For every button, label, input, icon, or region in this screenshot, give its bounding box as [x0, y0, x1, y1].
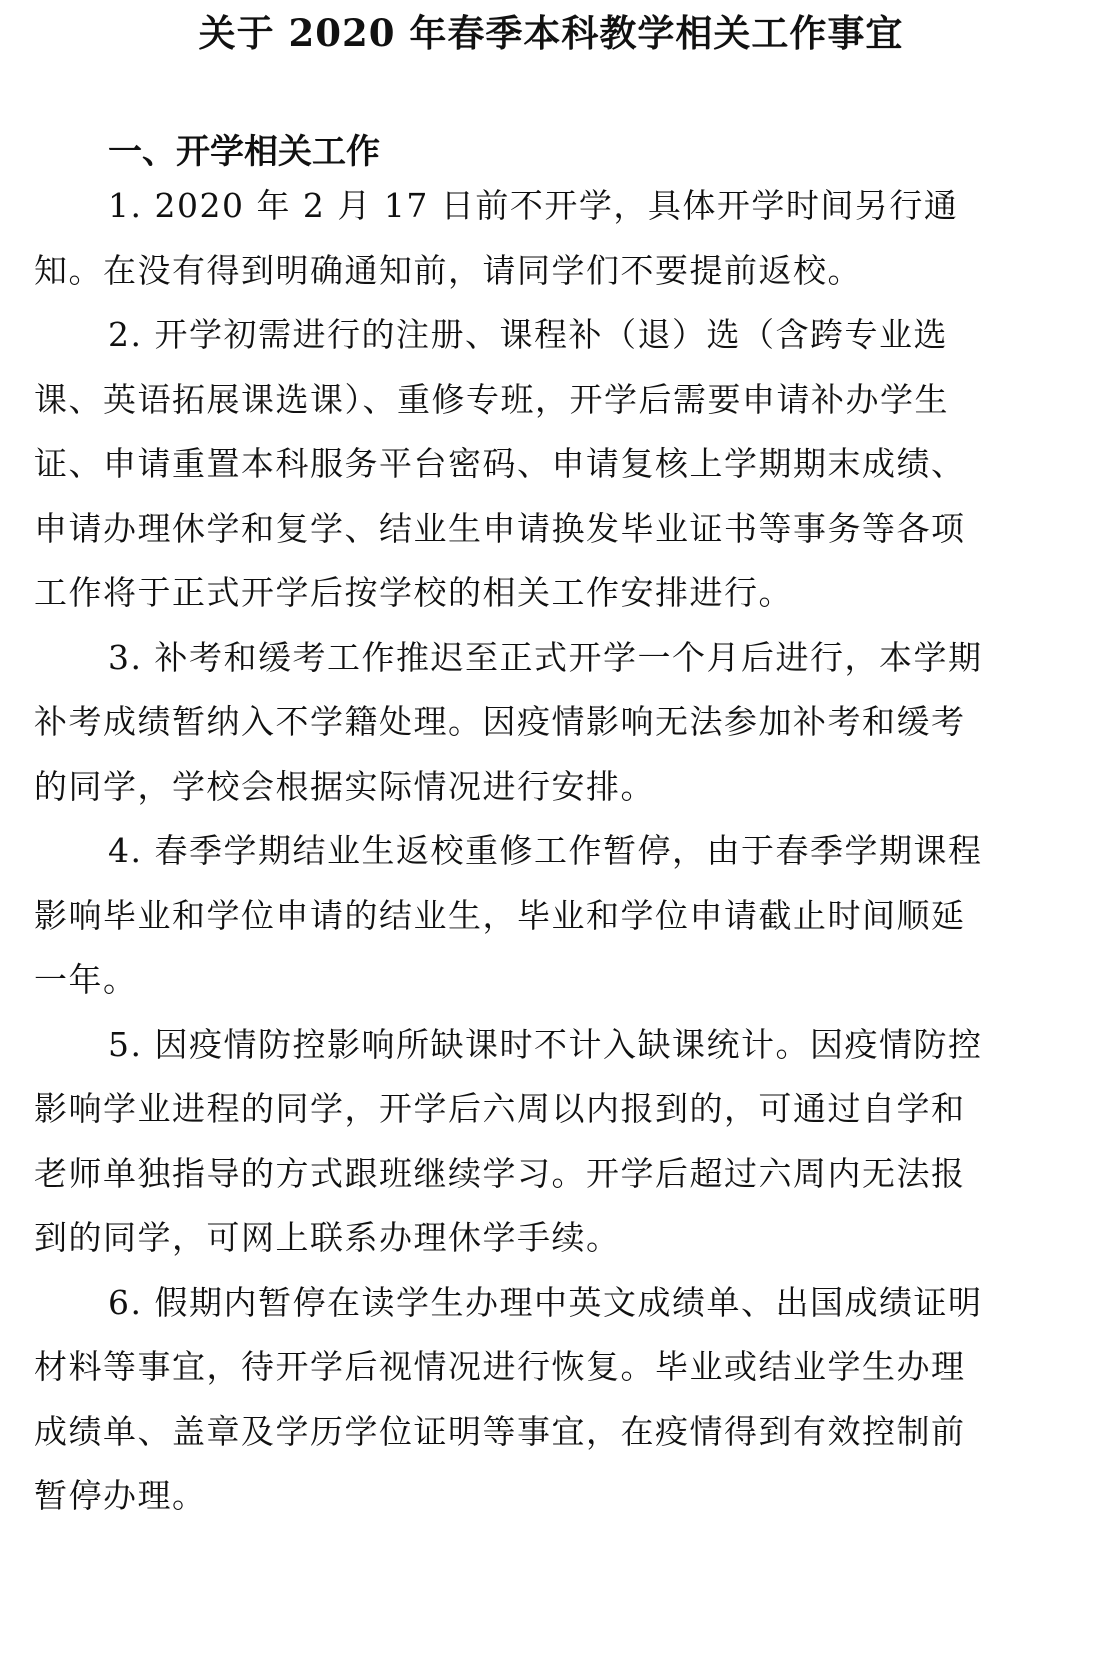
- paragraph-line: 4. 春季学期结业生返校重修工作暂停，由于春季学期: [108, 831, 914, 870]
- paragraph-line: 学期补考成绩暂纳入不学籍处理。因疫情影响无法参加补: [34, 637, 983, 741]
- document-body: [34, 174, 994, 1529]
- paragraph-1: [34, 174, 994, 303]
- paragraph-line: 等事务等各项工作将于正式开学后按学校的相关工作安排: [34, 508, 966, 612]
- paragraph-line: 学生办理成绩单、盖章及学历学位证明等事宜，在疫情得: [34, 1347, 966, 1451]
- paragraph-line: 6. 假期内暂停在读学生办理中英文成绩单、出国成绩: [108, 1282, 914, 1322]
- paragraph-line: 在没有得到明确通知前，请同学们不要提前返校。: [103, 250, 862, 290]
- paragraph-line: 课程影响毕业和学位申请的结业生，毕业和学位申请截止: [34, 831, 983, 935]
- paragraph-line: 2. 开学初需进行的注册、课程补（退）选（含跨专业: [108, 315, 914, 354]
- paragraph-line: 选课、英语拓展课选课）、重修专班，开学后需要申请补办: [34, 315, 948, 419]
- paragraph-line: 防控影响学业进程的同学，开学后六周以内报到的，可通: [34, 1024, 983, 1128]
- paragraph-line: 证明材料等事宜，待开学后视情况进行恢复。毕业或结业: [34, 1282, 983, 1386]
- paragraph-line: 过自学和老师单独指导的方式跟班继续学习。开学后超过: [34, 1089, 966, 1193]
- paragraph-5: [34, 1013, 994, 1271]
- paragraph-line: 末成绩、申请办理休学和复学、结业生申请换发毕业证书: [34, 444, 966, 548]
- paragraph-4: [34, 819, 994, 1013]
- paragraph-3: [34, 626, 994, 820]
- paragraph-line: 六周内无法报到的同学，可网上联系办理休学手续。: [34, 1153, 966, 1257]
- paragraph-line: 学生证、申请重置本科服务平台密码、申请复核上学期期: [34, 379, 949, 483]
- paragraph-line: 5. 因疫情防控影响所缺课时不计入缺课统计。因疫情: [108, 1024, 914, 1064]
- paragraph-line: 3. 补考和缓考工作推迟至正式开学一个月后进行，本: [108, 637, 914, 677]
- paragraph-line: 进行。: [689, 573, 793, 612]
- paragraph-line: 1. 2020 年 2 月 17 日前不开学，具体开学时间另行通知。: [34, 186, 959, 290]
- section-heading: 一、开学相关工作: [108, 132, 380, 172]
- paragraph-line: 到有效控制前暂停办理。: [34, 1411, 966, 1515]
- document-title: 关于 2020 年春季本科教学相关工作事宜: [198, 11, 904, 55]
- paragraph-line: 时间顺延一年。: [34, 895, 966, 999]
- paragraph-6: [34, 1271, 994, 1529]
- paragraph-line: 考和缓考的同学，学校会根据实际情况进行安排。: [34, 702, 966, 806]
- paragraph-2: [34, 303, 994, 626]
